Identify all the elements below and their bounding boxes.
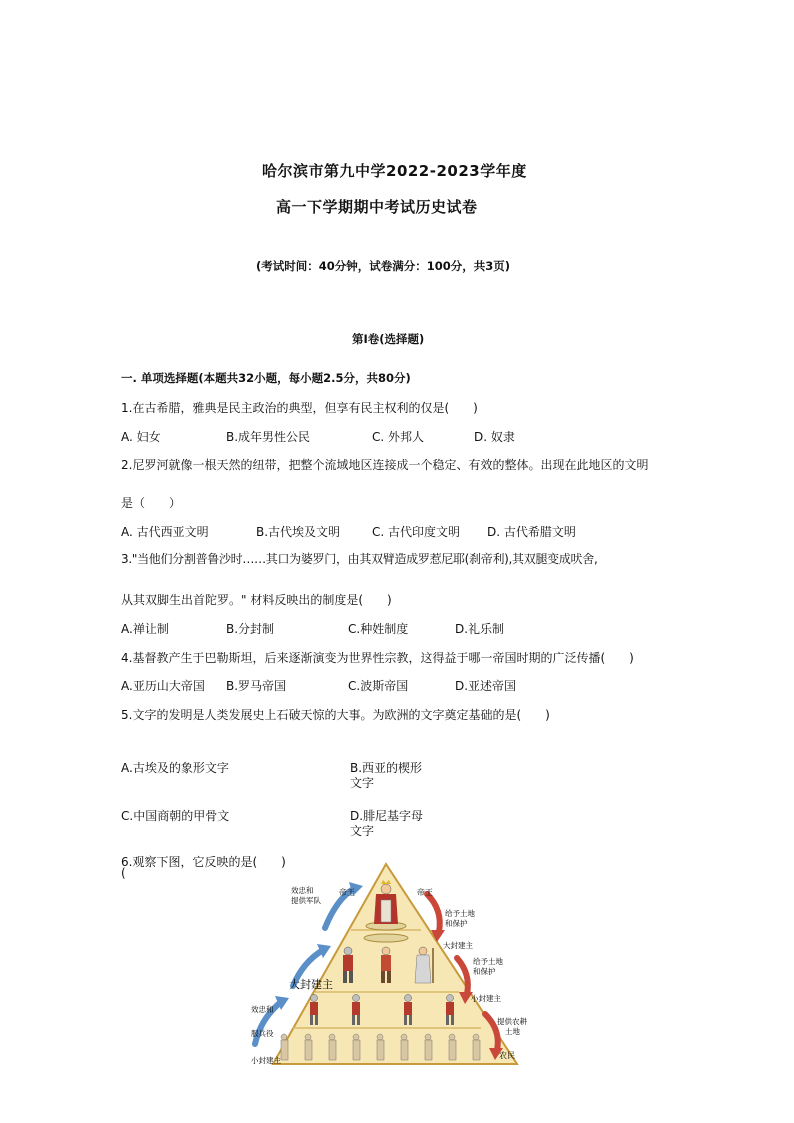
label-big-lord-left: 大封建主 [289, 978, 333, 991]
label-small-lord-left: 小封建主 [251, 1056, 281, 1065]
question-2-stem-line2: 是（ ） [121, 496, 182, 510]
label-grant2-2: 和保护 [473, 967, 496, 976]
exam-meta: (考试时间：40分钟，试卷满分：100分，共3页) [256, 259, 511, 273]
label-loyalty-2: 提供军队 [291, 896, 321, 905]
question-2-option-a: A. 古代西亚文明 [121, 525, 209, 539]
question-3-option-c: C.种姓制度 [348, 622, 409, 636]
label-small-lord-right: 小封建主 [471, 994, 501, 1003]
question-4-option-c: C.波斯帝国 [348, 679, 409, 693]
label-loyalty-1: 效忠和 [291, 886, 314, 895]
question-3-option-a: A.禅让制 [121, 622, 169, 636]
question-2-option-d: D. 古代希腊文明 [487, 525, 576, 539]
label-provide-2: 土地 [505, 1027, 520, 1036]
feudal-pyramid-figure [245, 858, 545, 1068]
question-5-option-b: B.西亚的楔形 [350, 761, 423, 775]
question-1-stem: 1.在古希腊，雅典是民主政治的典型，但享有民主权利的仅是( ) [121, 401, 478, 415]
question-1-option-b: B.成年男性公民 [226, 430, 311, 444]
section-title: 一. 单项选择题(本题共32小题，每小题2.5分，共80分) [121, 371, 411, 385]
question-4-option-d: D.亚述帝国 [455, 679, 517, 693]
label-provide-1: 提供农耕 [497, 1017, 527, 1026]
question-5-stem: 5.文字的发明是人类发展史上石破天惊的大事。为欧洲的文字奠定基础的是( ) [121, 708, 550, 722]
label-apex-right: 帝王 [417, 888, 433, 897]
question-1-option-a: A. 妇女 [121, 430, 161, 444]
question-3-option-d: D.礼乐制 [455, 622, 505, 636]
school-title: 哈尔滨市第九中学2022-2023学年度 [262, 162, 527, 180]
question-5-option-a: A.古埃及的象形文字 [121, 761, 229, 775]
question-4-option-a: A.亚历山大帝国 [121, 679, 205, 693]
question-2-option-b: B.古代埃及文明 [256, 525, 341, 539]
question-2-stem-line1: 2.尼罗河就像一根天然的纽带，把整个流域地区连接成一个稳定、有效的整体。出现在此地区的文明 [121, 458, 649, 472]
volume-title: 第Ⅰ卷(选择题) [352, 332, 425, 346]
question-6-paren: ( [121, 866, 126, 880]
question-3-stem-line2: 从其双脚生出首陀罗。" 材料反映出的制度是( ) [121, 593, 392, 607]
question-5-option-d: D.腓尼基字母 [350, 809, 424, 823]
question-3-option-b: B.分封制 [226, 622, 275, 636]
label-peasant: 农民 [499, 1051, 515, 1060]
label-apex-left: 帝王 [339, 888, 355, 897]
question-1-option-c: C. 外邦人 [372, 430, 425, 444]
exam-title: 高一下学期期中考试历史试卷 [276, 198, 478, 216]
label-big-lord-right: 大封建主 [443, 941, 473, 950]
question-4-option-b: B.罗马帝国 [226, 679, 287, 693]
question-5-option-b-cont: 文字 [350, 776, 375, 790]
label-serve-2: 服兵役 [251, 1029, 274, 1038]
question-6-stem: 6.观察下图，它反映的是( ) [121, 855, 286, 869]
question-2-option-c: C. 古代印度文明 [372, 525, 461, 539]
label-grant1-2: 和保护 [445, 919, 468, 928]
label-grant2-1: 给予土地 [473, 957, 503, 966]
question-3-stem-line1: 3."当他们分割普鲁沙时……其口为婆罗门，由其双臂造成罗惹尼耶(刹帝利),其双腿变成吠舍, [121, 552, 598, 566]
peasant-figures [281, 1034, 480, 1060]
label-grant1-1: 给予土地 [445, 909, 475, 918]
question-1-option-d: D. 奴隶 [474, 430, 515, 444]
label-serve-1: 效忠和 [251, 1005, 274, 1014]
question-5-option-d-cont: 文字 [350, 824, 375, 838]
question-5-option-c: C.中国商朝的甲骨文 [121, 809, 230, 823]
question-4-stem: 4.基督教产生于巴勒斯坦，后来逐渐演变为世界性宗教，这得益于哪一帝国时期的广泛传播( ) [121, 651, 634, 665]
